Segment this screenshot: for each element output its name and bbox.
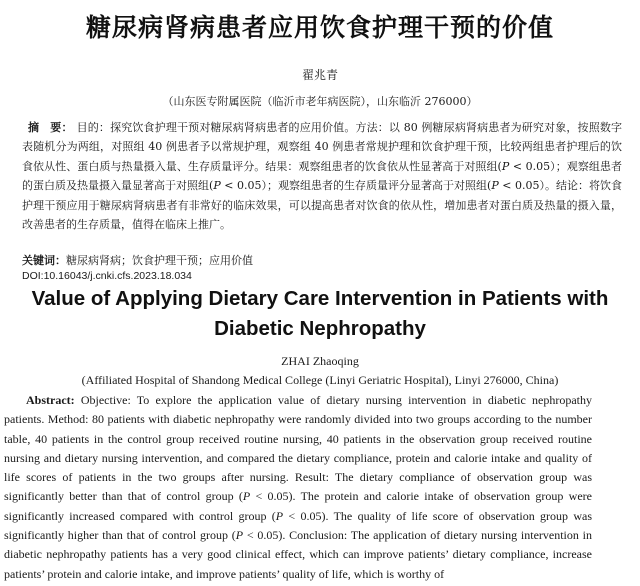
keywords-text: 糖尿病肾病；饮食护理干预；应用价值 — [66, 254, 253, 267]
chinese-title: 糖尿病肾病患者应用饮食护理干预的价值 — [85, 13, 554, 42]
english-abstract-label: Abstract: — [26, 393, 75, 407]
chinese-abstract-text-1: 目的：探究饮食护理干预对糖尿病肾病患者的应用价值。方法：以 80 例糖尿病肾病患者为研究对象，按照数字表随机分为两组，对照组 40 例患者予以常规护理，观察组 40 例患者常规护理和饮食护理干预，比较两组患者护理后的饮食依从性、蛋白质与热量摄入量、生存质量评分。结果：观察组患者的饮食依从性显著高于对照组( — [22, 121, 622, 173]
chinese-keywords — [22, 252, 253, 268]
english-abstract-text-4: < 0.05). Conclusion: The application of dietary nursing intervention in diabetic nephropathy patients has a very good clinical effect, which can improve patients’ dietary compliance, increase patients’ protein and calorie intake, and improve patients’ quality of life, which is worthy of — [4, 528, 593, 581]
p-value-symbol: P — [275, 508, 284, 523]
doi: DOI:10.16043/j.cnki.cfs.2023.18.034 — [22, 270, 192, 282]
keywords-label: 关键词： — [22, 254, 66, 267]
p-value-symbol: P — [235, 528, 244, 543]
p-value-symbol: P — [501, 159, 510, 173]
chinese-abstract — [22, 118, 622, 234]
english-abstract — [4, 391, 592, 584]
chinese-author: 翟兆青 — [301, 68, 338, 82]
english-affiliation: (Affiliated Hospital of Shandong Medical College (Linyi Geriatric Hospital), Linyi 276000, China) — [81, 373, 559, 387]
english-title-line-1: Value of Applying Dietary Care Intervention in Patients with — [31, 287, 609, 310]
chinese-abstract-text-2: < 0.05）；观察组患者的蛋白质及热量摄入量显著高于对照组( — [22, 159, 623, 193]
p-value-symbol: P — [213, 179, 221, 193]
chinese-abstract-text-3: < 0.05）；观察组患者的生存质量评分显著高于对照组( — [220, 179, 492, 193]
p-value-symbol: P — [491, 179, 499, 193]
chinese-affiliation: （山东医专附属医院（临沂市老年病医院），山东临沂 276000） — [162, 95, 478, 108]
english-title — [0, 284, 640, 344]
english-abstract-text-2: < 0.05). The protein and calorie intake of observation group were significantly increased compared with control group ( — [4, 489, 592, 523]
english-author: ZHAI Zhaoqing — [281, 354, 359, 368]
english-abstract-text-1: Objective: To explore the application value of dietary nursing intervention in diabetic nephropathy patients. Method: 80 patients with diabetic nephropathy were randomly divided into two groups according to the number table, 40 patients in the control group received routine nursing, 40 patients in the observation group received routine nursing and dietary nursing intervention, and compared the dietary compliance, protein and calorie intake and quality of life scores of patients in the two groups after nursing. Result: The dietary compliance of observation group was significantly better than that of control group ( — [4, 393, 592, 504]
p-value-symbol: P — [242, 489, 251, 504]
english-abstract-text-3: < 0.05). The quality of life score of observation group was significantly higher than that of control group ( — [4, 508, 592, 543]
chinese-abstract-label: 摘 要： — [28, 121, 73, 134]
english-title-line-2: Diabetic Nephropathy — [214, 317, 426, 340]
chinese-abstract-text-4: < 0.05）。结论：将饮食护理干预应用于糖尿病肾病患者有非常好的临床效果，可以提高患者对饮食的依从性，增加患者对蛋白质及热量的摄入量，改善患者的生存质量，值得在临床上推广。 — [22, 179, 623, 232]
